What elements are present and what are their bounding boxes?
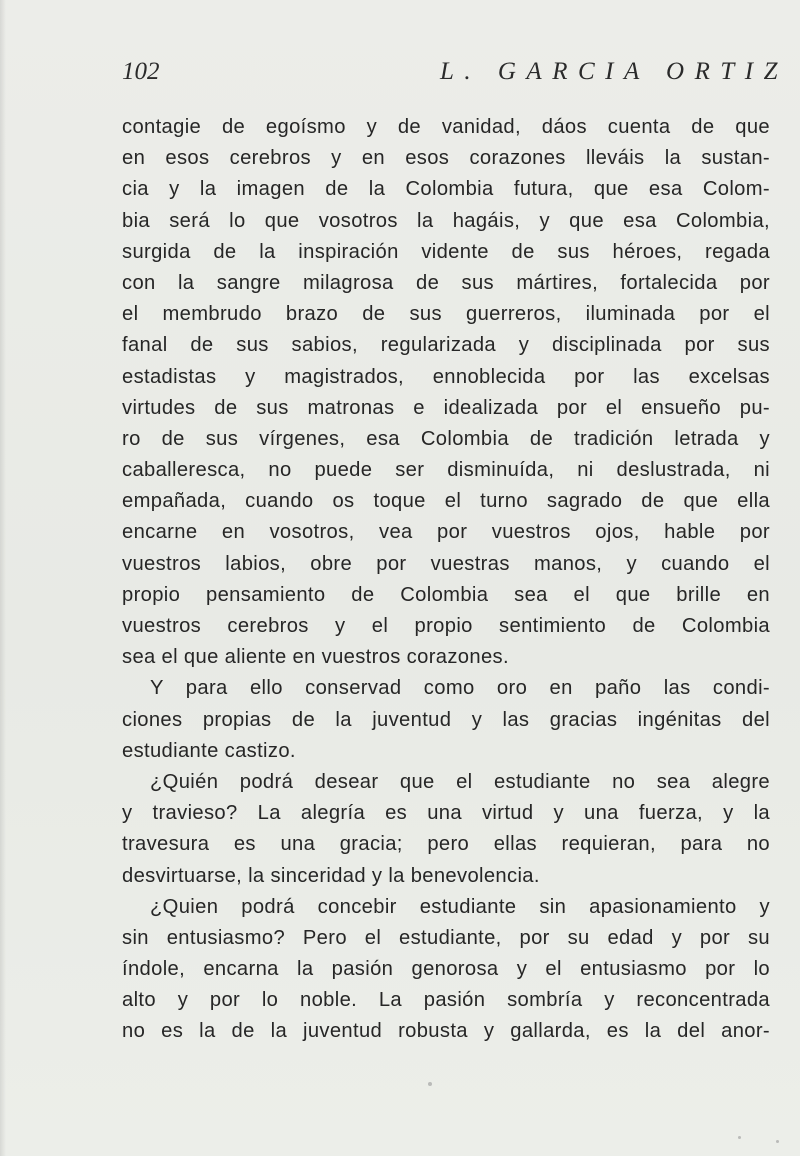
text-line: encarne en vosotros, vea por vuestros ojos, hable por [122, 521, 770, 544]
text-line: contagie de egoísmo y de vanidad, dáos cuenta de que [122, 116, 770, 138]
text-line: empañada, cuando os toque el turno sagrado de que ella [122, 490, 770, 513]
text-line: propio pensamiento de Colombia sea el que brille en [122, 583, 770, 606]
text-line: vuestros labios, obre por vuestras manos, y cuando el [122, 552, 770, 575]
text-line: el membrudo brazo de sus guerreros, iluminada por el [122, 303, 770, 326]
text-line: no es la de la juventud robusta y gallarda, es la del anor- [122, 1020, 770, 1043]
text-line: bia será lo que vosotros la hagáis, y que esa Colombia, [122, 209, 770, 232]
text-line: vuestros cerebros y el propio sentimiento de Colombia [122, 615, 770, 637]
paragraph-end-line: desvirtuarse, la sinceridad y la benevolencia. [122, 864, 540, 887]
page-edge-shadow [0, 0, 6, 1156]
paragraph-end-line: sea el que aliente en vuestros corazones. [122, 646, 509, 669]
text-line: travesura es una gracia; pero ellas requieran, para no [122, 833, 770, 856]
page-number: 102 [122, 58, 160, 85]
paper-speck [428, 1082, 432, 1086]
running-head [122, 58, 788, 90]
paper-speck [738, 1136, 741, 1139]
text-line: caballeresca, no puede ser disminuída, ni deslustrada, ni [122, 459, 770, 482]
text-line: sin entusiasmo? Pero el estudiante, por su edad y por su [122, 926, 770, 949]
text-line: con la sangre milagrosa de sus mártires, fortalecida por [122, 271, 770, 294]
text-line: fanal de sus sabios, regularizada y disciplinada por sus [122, 334, 770, 357]
text-line: ro de sus vírgenes, esa Colombia de tradición letrada y [122, 427, 770, 450]
paragraph-end-line: estudiante castizo. [122, 739, 296, 762]
text-line: estadistas y magistrados, ennoblecida por las excelsas [122, 365, 770, 388]
text-line: cia y la imagen de la Colombia futura, que esa Colom- [122, 178, 770, 201]
paragraph-first-line: ¿Quién podrá desear que el estudiante no sea alegre [150, 770, 770, 793]
paragraph-first-line: ¿Quien podrá concebir estudiante sin apasionamiento y [150, 895, 770, 918]
text-line: y travieso? La alegría es una virtud y una fuerza, y la [122, 802, 770, 825]
text-line: virtudes de sus matronas e idealizada por el ensueño pu- [122, 396, 770, 419]
text-line: alto y por lo noble. La pasión sombría y reconcentrada [122, 989, 770, 1012]
text-line: índole, encarna la pasión genorosa y el entusiasmo por lo [122, 958, 770, 981]
text-line: ciones propias de la juventud y las gracias ingénitas del [122, 708, 770, 731]
paper-speck [776, 1140, 779, 1143]
text-line: en esos cerebros y en esos corazones lleváis la sustan- [122, 147, 770, 170]
paragraph-first-line: Y para ello conservad como oro en paño las condi- [150, 677, 770, 700]
author-header: L. GARCIA ORTIZ [439, 58, 788, 85]
body-text [122, 112, 770, 1048]
text-line: surgida de la inspiración vidente de sus héroes, regada [122, 240, 770, 263]
